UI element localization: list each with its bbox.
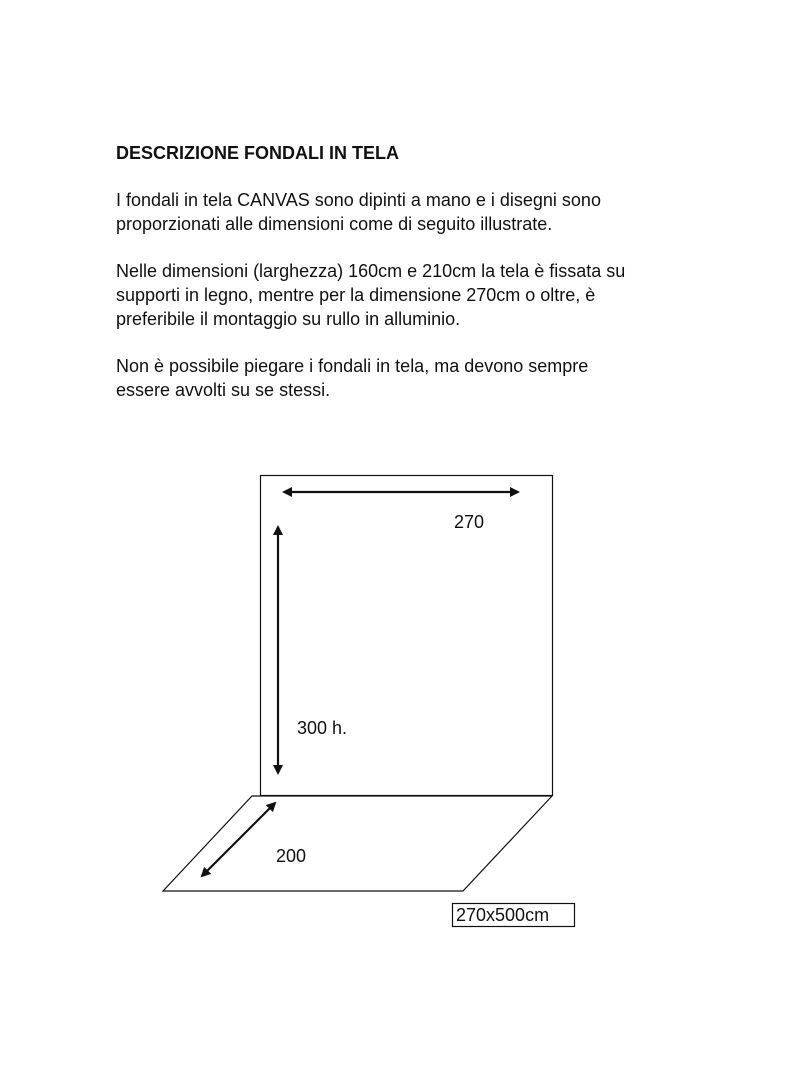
depth-label: 200 [276,846,307,866]
paragraph-line: preferibile il montaggio su rullo in alluminio. [116,309,461,329]
backdrop-floor [163,796,552,891]
paragraph-line: proporzionati alle dimensioni come di seguito illustrate. [116,214,553,234]
paragraph-line: supporti in legno, mentre per la dimensione 270cm o oltre, è [116,285,596,305]
height-label: 300 h. [297,718,348,738]
paragraph-line: Non è possibile piegare i fondali in tela, ma devono sempre [116,356,589,376]
backdrop-panel [261,476,553,796]
size-label: 270x500cm [456,905,550,925]
depth-arrow [202,803,275,876]
paragraph-line: essere avvolti su se stessi. [116,380,331,400]
paragraph-line: I fondali in tela CANVAS sono dipinti a mano e i disegni sono [116,190,601,210]
width-label: 270 [454,512,485,532]
document-heading: DESCRIZIONE FONDALI IN TELA [116,143,399,163]
paragraph-line: Nelle dimensioni (larghezza) 160cm e 210cm la tela è fissata su [116,261,626,281]
